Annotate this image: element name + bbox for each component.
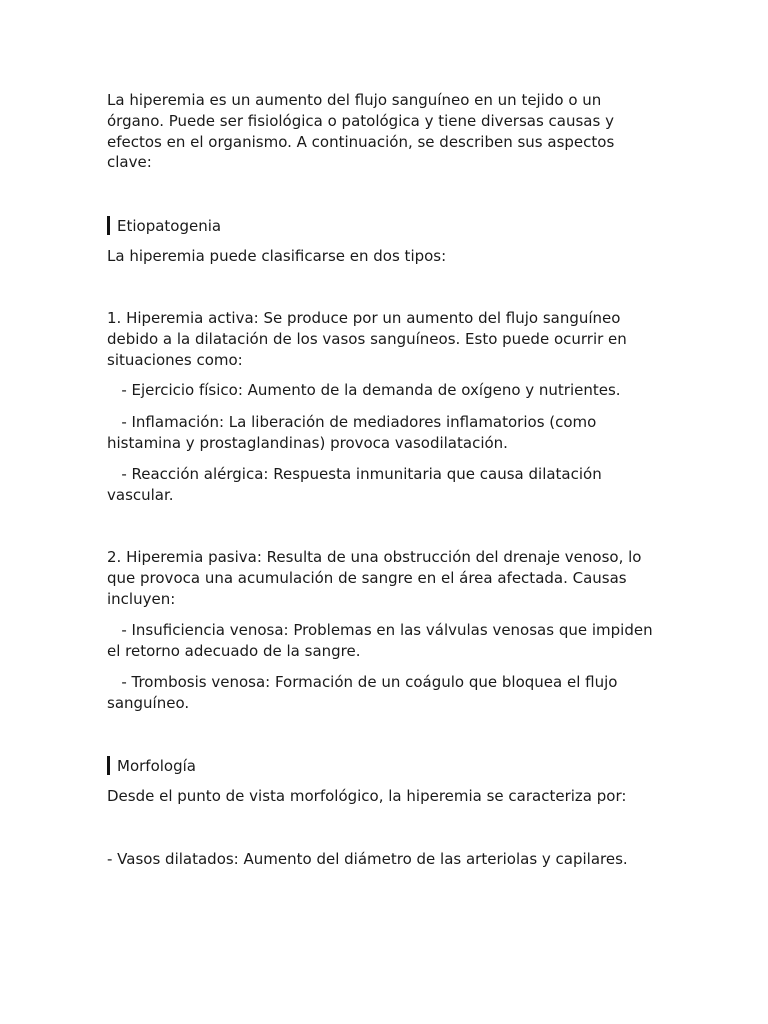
heading-marker: [107, 756, 110, 775]
passive-hyperemia-paragraph: 2. Hiperemia pasiva: Resulta de una obstrucción del drenaje venoso, lo que provoca una acumulación de sangre en el área afectada. Causas incluyen:: [107, 548, 642, 608]
list-item: - Inflamación: La liberación de mediadores inflamatorios (como histamina y prostaglandinas) provoca vasodilatación.: [107, 413, 602, 452]
morfologia-lead: Desde el punto de vista morfológico, la hiperemia se caracteriza por:: [107, 787, 627, 805]
section-heading-text: Morfología: [117, 757, 196, 775]
list-item: - Ejercicio físico: Aumento de la demanda de oxígeno y nutrientes.: [107, 381, 621, 399]
section-heading-morfologia: [107, 756, 196, 776]
heading-marker: [107, 216, 110, 235]
list-item: - Vasos dilatados: Aumento del diámetro de las arteriolas y capilares.: [107, 850, 628, 868]
section-heading-etiopatogenia: [107, 216, 221, 236]
list-item: - Reacción alérgica: Respuesta inmunitaria que causa dilatación vascular.: [107, 465, 607, 504]
list-item: - Insuficiencia venosa: Problemas en las válvulas venosas que impiden el retorno adecuado de la sangre.: [107, 621, 658, 660]
etiopatogenia-lead: La hiperemia puede clasificarse en dos tipos:: [107, 247, 447, 265]
active-hyperemia-paragraph: 1. Hiperemia activa: Se produce por un aumento del flujo sanguíneo debido a la dilatación de los vasos sanguíneos. Esto puede ocurrir en situaciones como:: [107, 309, 627, 369]
section-heading-text: Etiopatogenia: [117, 217, 222, 235]
list-item: - Trombosis venosa: Formación de un coágulo que bloquea el flujo sanguíneo.: [107, 673, 623, 712]
intro-paragraph: La hiperemia es un aumento del flujo sanguíneo en un tejido o un órgano. Puede ser fisiológica o patológica y tiene diversas causas y efectos en el organismo. A continuación, se describen sus aspectos clave:: [107, 91, 615, 172]
